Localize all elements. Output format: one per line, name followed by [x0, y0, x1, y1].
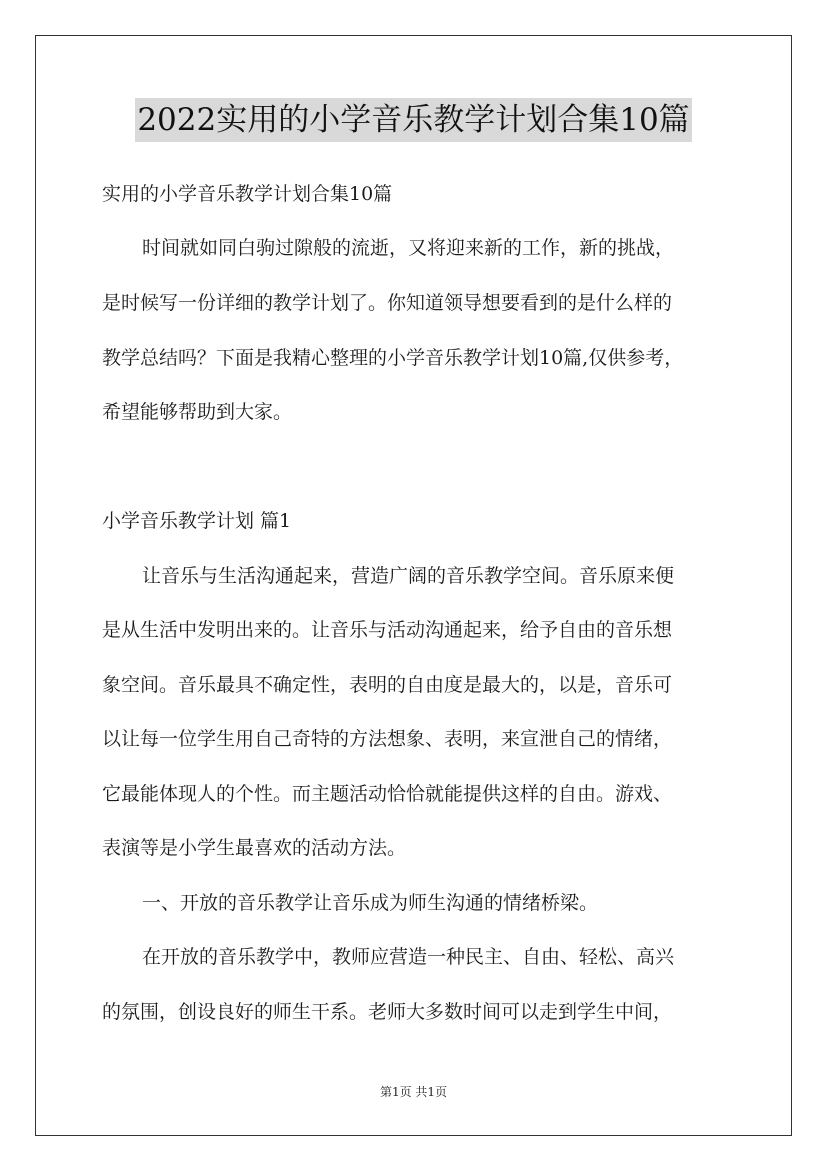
- document-title: 2022实用的小学音乐教学计划合集10篇: [135, 98, 691, 142]
- intro-line: 希望能够帮助到大家。: [102, 401, 293, 423]
- intro-line: 教学总结吗？下面是我精心整理的小学音乐教学计划10篇,仅供参考，: [102, 347, 684, 369]
- section-line: 它最能体现人的个性。而主题活动恰恰就能提供这样的自由。游戏、: [102, 783, 673, 805]
- section-heading: 小学音乐教学计划 篇1: [102, 510, 292, 532]
- section-line: 象空间。音乐最具不确定性，表明的自由度是最大的，以是，音乐可: [102, 674, 673, 696]
- section-line: 以让每一位学生用自己奇特的方法想象、表明，来宣泄自己的情绪，: [102, 728, 673, 750]
- body-line: 的氛围，创设良好的师生干系。老师大多数时间可以走到学生中间，: [102, 1001, 673, 1023]
- title-container: [0, 98, 827, 142]
- section-line: 让音乐与生活沟通起来，营造广阔的音乐教学空间。音乐原来便: [142, 565, 675, 587]
- section-line: 是从生活中发明出来的。让音乐与活动沟通起来，给予自由的音乐想: [102, 619, 673, 641]
- subheading: 一、开放的音乐教学让音乐成为师生沟通的情绪桥梁。: [142, 892, 599, 914]
- intro-line: 是时候写一份详细的教学计划了。你知道领导想要看到的是什么样的: [102, 292, 673, 314]
- section-line: 表演等是小学生最喜欢的活动方法。: [102, 837, 407, 859]
- body-line: 在开放的音乐教学中，教师应营造一种民主、自由、轻松、高兴: [142, 946, 675, 968]
- page-footer: 第1页 共1页: [379, 1085, 448, 1099]
- intro-line: 时间就如同白驹过隙般的流逝，又将迎来新的工作，新的挑战，: [142, 237, 675, 259]
- document-subtitle: 实用的小学音乐教学计划合集10篇: [102, 183, 393, 205]
